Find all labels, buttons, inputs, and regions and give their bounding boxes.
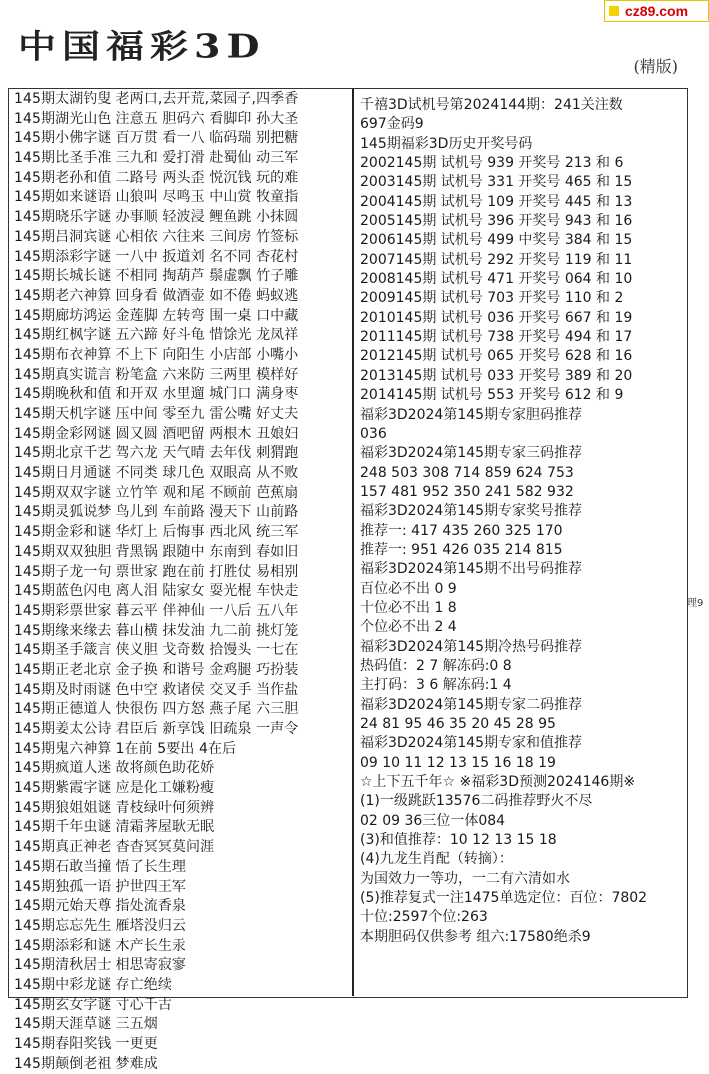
riddle-row [14, 878, 350, 898]
riddle-row [14, 405, 350, 425]
prediction-line: 2013145期 试机号 033 开奖号 389 和 20 [360, 367, 633, 384]
prediction-line: 2006145期 试机号 499 中奖号 384 和 15 [360, 232, 633, 249]
riddle-row [14, 110, 350, 130]
riddle-period: 145期太湖钓叟 [14, 91, 112, 107]
riddle-row [14, 641, 350, 661]
riddle-text: 背黑锅 跟随中 东南到 春如旧 [115, 543, 299, 560]
riddle-row [14, 1035, 350, 1055]
riddle-period: 145期圣手箴言 [14, 642, 112, 659]
riddle-row [14, 661, 350, 681]
prediction-line: 本期胆码仅供参考 组六:17580绝杀9 [360, 928, 591, 945]
riddle-row [14, 267, 350, 287]
riddle-text: 山狼叫 尽鸣玉 中山赏 牧童指 [115, 189, 299, 206]
riddle-column [14, 90, 350, 1072]
riddle-period: 145期日月通谜 [14, 465, 112, 482]
prediction-line: (4)九龙生肖配（转摘）： [360, 851, 513, 868]
riddle-text: 悟了长生理 [115, 858, 187, 875]
prediction-line: 24 81 95 46 35 20 45 28 95 [360, 716, 556, 732]
riddle-text: 杳杳冥冥莫问涯 [115, 839, 215, 856]
riddle-row [14, 779, 350, 799]
riddle-row [14, 996, 350, 1016]
prediction-line: 2014145期 试机号 553 开奖号 612 和 9 [360, 387, 624, 404]
riddle-row [14, 759, 350, 779]
prediction-line: 2010145期 试机号 036 开奖号 667 和 19 [360, 309, 633, 326]
riddle-row [14, 818, 350, 838]
riddle-period: 145期灵狐说梦 [14, 504, 112, 521]
prediction-line: 福彩3D2024第145期专家二码推荐 [360, 696, 583, 713]
edge-mark: 理9 [687, 598, 704, 609]
prediction-line: 热码值：2 7 解冻码:0 8 [360, 657, 512, 674]
prediction-line: 09 10 11 12 13 15 16 18 19 [360, 754, 556, 771]
riddle-row [14, 366, 350, 386]
riddle-row [14, 1055, 350, 1074]
riddle-row [14, 799, 350, 819]
riddle-text: 雁塔没归云 [115, 917, 187, 934]
riddle-text: 应是化工嫌粉瘦 [115, 780, 215, 797]
riddle-text: 寸心千古 [115, 996, 172, 1013]
riddle-period: 145期颠倒老祖 [14, 1055, 112, 1072]
riddle-row [14, 90, 350, 110]
riddle-period: 145期金彩网谜 [14, 425, 112, 442]
riddle-text: 一更更 [115, 1036, 158, 1052]
riddle-period: 145期正老北京 [14, 661, 112, 678]
riddle-text: 压中间 零至九 雷公嘴 好丈夫 [115, 406, 299, 422]
riddle-row [14, 582, 350, 602]
riddle-row [14, 543, 350, 563]
riddle-text: 三五烟 [115, 1016, 158, 1033]
riddle-text: 圆又圆 酒吧留 两根木 丑娘妇 [115, 425, 299, 442]
riddle-text: 心相依 六往来 三间房 竹签标 [115, 228, 299, 245]
riddle-row [14, 858, 350, 878]
prediction-line: 主打码：3 6 解冻码:1 4 [360, 677, 512, 694]
riddle-text: 二路号 两头歪 悦沉钱 玩的难 [115, 169, 299, 186]
prediction-line: (5)推荐复式一注1475单选定位：百位：7802 [360, 890, 648, 907]
riddle-period: 145期缘来缘去 [14, 622, 112, 639]
riddle-period: 145期姜太公诗 [14, 721, 112, 737]
riddle-period: 145期疯道人迷 [14, 760, 112, 777]
riddle-row [14, 307, 350, 327]
riddle-text: 离人泪 陆家女 耍光棍 车快走 [115, 583, 299, 600]
site-logo[interactable] [604, 0, 709, 22]
prediction-line: 2009145期 试机号 703 开奖号 110 和 2 [360, 290, 624, 307]
riddle-text: 和开双 水里遛 城门口 满身枣 [115, 386, 299, 403]
riddle-row [14, 326, 350, 346]
riddle-row [14, 681, 350, 701]
riddle-period: 145期清秋居士 [14, 957, 112, 974]
page-title: 中国福彩3D [18, 26, 266, 66]
riddle-text: 不上下 向阳生 小店部 小嘴小 [115, 346, 299, 363]
riddle-text: 护世四王军 [115, 878, 187, 895]
riddle-row [14, 149, 350, 169]
riddle-period: 145期老六神算 [14, 287, 112, 304]
riddle-row [14, 188, 350, 208]
riddle-row [14, 484, 350, 504]
riddle-period: 145期千年虫谜 [14, 819, 112, 836]
riddle-row [14, 740, 350, 760]
riddle-row [14, 956, 350, 976]
prediction-line: ☆上下五千年☆ ※福彩3D预测2024146期※ [360, 774, 636, 791]
riddle-text: 办事顺 轻波浸 鲤鱼跳 小抹圆 [115, 209, 299, 226]
riddle-text: 侠义胆 戈奇数 拾馒头 一七在 [115, 642, 299, 659]
riddle-period: 145期狼姐姐谜 [14, 799, 112, 816]
riddle-text: 鸟儿到 车前路 漫天下 山前路 [115, 504, 299, 521]
riddle-text: 驾六龙 天气晴 去年伐 刺猬跑 [115, 445, 299, 462]
riddle-period: 145期紫霞字谜 [14, 780, 112, 797]
riddle-text: 清霜荠屋耿无眠 [115, 819, 215, 836]
prediction-line: (1)一级跳跃13576二码推荐野火不尽 [360, 793, 593, 810]
riddle-row [14, 346, 350, 366]
riddle-period: 145期老孙和值 [14, 169, 112, 186]
logo-text: cz89.com [625, 3, 689, 19]
riddle-row [14, 937, 350, 957]
prediction-line: 2007145期 试机号 292 开奖号 119 和 11 [360, 251, 633, 268]
riddle-period: 145期春阳奖钱 [14, 1036, 112, 1052]
riddle-period: 145期双双独胆 [14, 543, 112, 560]
riddle-period: 145期中彩龙谜 [14, 976, 112, 993]
riddle-period: 145期子龙一句 [14, 563, 112, 580]
riddle-row [14, 129, 350, 149]
riddle-period: 145期布衣神算 [14, 346, 112, 363]
riddle-row [14, 228, 350, 248]
prediction-line: 2005145期 试机号 396 开奖号 943 和 16 [360, 213, 633, 230]
riddle-row [14, 622, 350, 642]
prediction-line: 十位必不出 1 8 [360, 599, 457, 616]
riddle-period: 145期彩票世家 [14, 602, 112, 619]
riddle-row [14, 464, 350, 484]
prediction-line: 推荐一: 951 426 035 214 815 [360, 541, 563, 558]
riddle-text: 君臣后 新享饯 旧疏泉 一声令 [115, 721, 299, 737]
prediction-line: 2003145期 试机号 331 开奖号 465 和 15 [360, 174, 633, 191]
prediction-line: 697金码9 [360, 116, 424, 133]
prediction-line: 2008145期 试机号 471 开奖号 064 和 10 [360, 271, 633, 288]
prediction-line: 百位必不出 0 9 [360, 580, 457, 597]
riddle-period: 145期金彩和谜 [14, 524, 112, 541]
riddle-period: 145期湖光山色 [14, 110, 112, 127]
riddle-period: 145期北京千艺 [14, 445, 112, 462]
riddle-row [14, 208, 350, 228]
riddle-period: 145期忘忘先生 [14, 917, 112, 934]
riddle-text: 木产长生汞 [115, 937, 187, 954]
riddle-text: 故将颜色助花娇 [115, 760, 215, 777]
prediction-line: (3)和值推荐：10 12 13 15 18 [360, 832, 557, 849]
riddle-period: 145期晓乐字谜 [14, 209, 112, 226]
prediction-line: 145期福彩3D历史开奖号码 [360, 135, 533, 152]
riddle-row [14, 503, 350, 523]
riddle-row [14, 700, 350, 720]
riddle-text: 暮山横 抹发油 九二前 挑灯笼 [115, 622, 299, 639]
riddle-period: 145期真实谎言 [14, 366, 112, 383]
riddle-text: 票世家 跑在前 打胜仗 易相别 [115, 563, 299, 580]
riddle-row [14, 917, 350, 937]
riddle-period: 145期天涯草谜 [14, 1016, 112, 1033]
riddle-period: 145期添彩和谜 [14, 937, 112, 954]
riddle-period: 145期石敢当撞 [14, 858, 112, 875]
prediction-line: 福彩3D2024第145期不出号码推荐 [360, 561, 583, 578]
riddle-row [14, 523, 350, 543]
riddle-period: 145期红枫字谜 [14, 327, 112, 344]
riddle-period: 145期及时雨谜 [14, 681, 112, 698]
riddle-row [14, 425, 350, 445]
riddle-row [14, 976, 350, 996]
riddle-text: 梦难成 [115, 1055, 158, 1072]
riddle-text: 五六蹄 好斗龟 惜馀光 龙凤祥 [115, 327, 299, 344]
prediction-line: 福彩3D2024第145期冷热号码推荐 [360, 638, 583, 655]
riddle-period: 145期独孤一语 [14, 878, 112, 895]
prediction-line: 千禧3D试机号第2024144期：241关注数 [360, 97, 623, 113]
riddle-period: 145期小佛字谜 [14, 130, 112, 147]
riddle-row [14, 897, 350, 917]
riddle-text: 青枝绿叶何须辨 [115, 799, 215, 816]
prediction-line: 个位必不出 2 4 [360, 619, 457, 636]
prediction-line: 248 503 308 714 859 624 753 [360, 464, 574, 481]
riddle-period: 145期正德道人 [14, 701, 112, 718]
riddle-text: 快很伤 四方怒 燕子尾 六三胆 [115, 701, 299, 718]
prediction-line: 福彩3D2024第145期专家奖号推荐 [360, 503, 583, 520]
prediction-line: 推荐一: 417 435 260 325 170 [360, 522, 563, 539]
edition-label: (精版) [633, 57, 678, 76]
riddle-text: 三九和 爱打滑 赴蜀仙 动三军 [115, 150, 299, 167]
riddle-row [14, 385, 350, 405]
prediction-line: 2012145期 试机号 065 开奖号 628 和 16 [360, 348, 633, 365]
riddle-text: 粉笔盒 六来防 三两里 模样好 [115, 366, 299, 383]
riddle-period: 145期添彩字谜 [14, 248, 112, 265]
riddle-text: 暮云平 伴神仙 一八后 五八年 [115, 602, 299, 619]
prediction-line: 2004145期 试机号 109 开奖号 445 和 13 [360, 193, 633, 210]
riddle-period: 145期晚秋和值 [14, 386, 112, 403]
riddle-period: 145期元始天尊 [14, 898, 112, 915]
riddle-row [14, 248, 350, 268]
riddle-text: 华灯上 后悔事 西北风 统三军 [115, 524, 299, 541]
riddle-period: 145期玄女字谜 [14, 996, 112, 1013]
riddle-text: 老两口,去开荒,菜园子,四季香 [115, 91, 299, 107]
riddle-period: 145期双双字谜 [14, 484, 112, 501]
prediction-column [360, 96, 682, 992]
riddle-period: 145期吕洞宾谜 [14, 228, 112, 245]
riddle-text: 金子换 和谐号 金鸡腿 巧扮装 [115, 661, 299, 678]
page-header [10, 18, 700, 80]
prediction-line: 为国效力一等功，一二有六清如水 [360, 870, 570, 887]
riddle-text: 相思寄寂寥 [115, 957, 187, 974]
riddle-text: 百万贯 看一八 临码瑞 别把糖 [115, 130, 299, 147]
riddle-period: 145期鬼六神算 [14, 740, 112, 757]
riddle-text: 回身看 做酒壶 如不倦 蚂蚁逃 [115, 287, 299, 304]
riddle-row [14, 602, 350, 622]
prediction-line: 十位:2597个位:263 [360, 909, 488, 926]
riddle-row [14, 1015, 350, 1035]
riddle-row [14, 444, 350, 464]
riddle-period: 145期如来谜语 [14, 189, 112, 206]
riddle-period: 145期比圣手准 [14, 150, 112, 167]
prediction-line: 157 481 952 350 241 582 932 [360, 483, 574, 500]
prediction-line: 福彩3D2024第145期专家胆码推荐 [360, 406, 583, 423]
riddle-period: 145期天机字谜 [14, 406, 112, 422]
riddle-period: 145期长城长谜 [14, 268, 112, 285]
prediction-line: 福彩3D2024第145期专家三码推荐 [360, 445, 583, 462]
riddle-text: 金莲脚 左转弯 围一桌 口中藏 [115, 307, 299, 324]
riddle-text: 立竹竿 观和尾 不顾前 芭蕉扇 [115, 484, 299, 501]
riddle-period: 145期蓝色闪电 [14, 583, 112, 600]
column-divider [352, 88, 354, 996]
riddle-period: 145期真正神老 [14, 839, 112, 856]
prediction-line: 2002145期 试机号 939 开奖号 213 和 6 [360, 155, 624, 172]
riddle-text: 存亡绝续 [115, 976, 172, 993]
riddle-row [14, 563, 350, 583]
riddle-text: 指处流香泉 [115, 898, 187, 915]
logo-square-icon [609, 6, 619, 16]
riddle-text: 色中空 救诸侯 交叉手 当作盐 [115, 681, 299, 698]
riddle-row [14, 169, 350, 189]
prediction-line: 036 [360, 425, 387, 442]
prediction-line: 福彩3D2024第145期专家和值推荐 [360, 735, 583, 752]
riddle-row [14, 838, 350, 858]
riddle-row [14, 720, 350, 740]
riddle-text: 不同类 球几色 双眼高 从不败 [115, 465, 299, 482]
riddle-text: 1在前 5要出 4在后 [115, 740, 237, 757]
riddle-period: 145期廊坊鸿运 [14, 307, 112, 324]
riddle-text: 注意五 胆码六 看脚印 孙大圣 [115, 110, 299, 127]
prediction-line: 02 09 36三位一体084 [360, 812, 506, 829]
riddle-text: 一八中 扳道刘 名不同 杏花村 [115, 248, 299, 265]
riddle-row [14, 287, 350, 307]
riddle-text: 不相同 掏葫芦 鬃虚飘 竹子雕 [115, 268, 299, 285]
prediction-line: 2011145期 试机号 738 开奖号 494 和 17 [360, 329, 633, 346]
